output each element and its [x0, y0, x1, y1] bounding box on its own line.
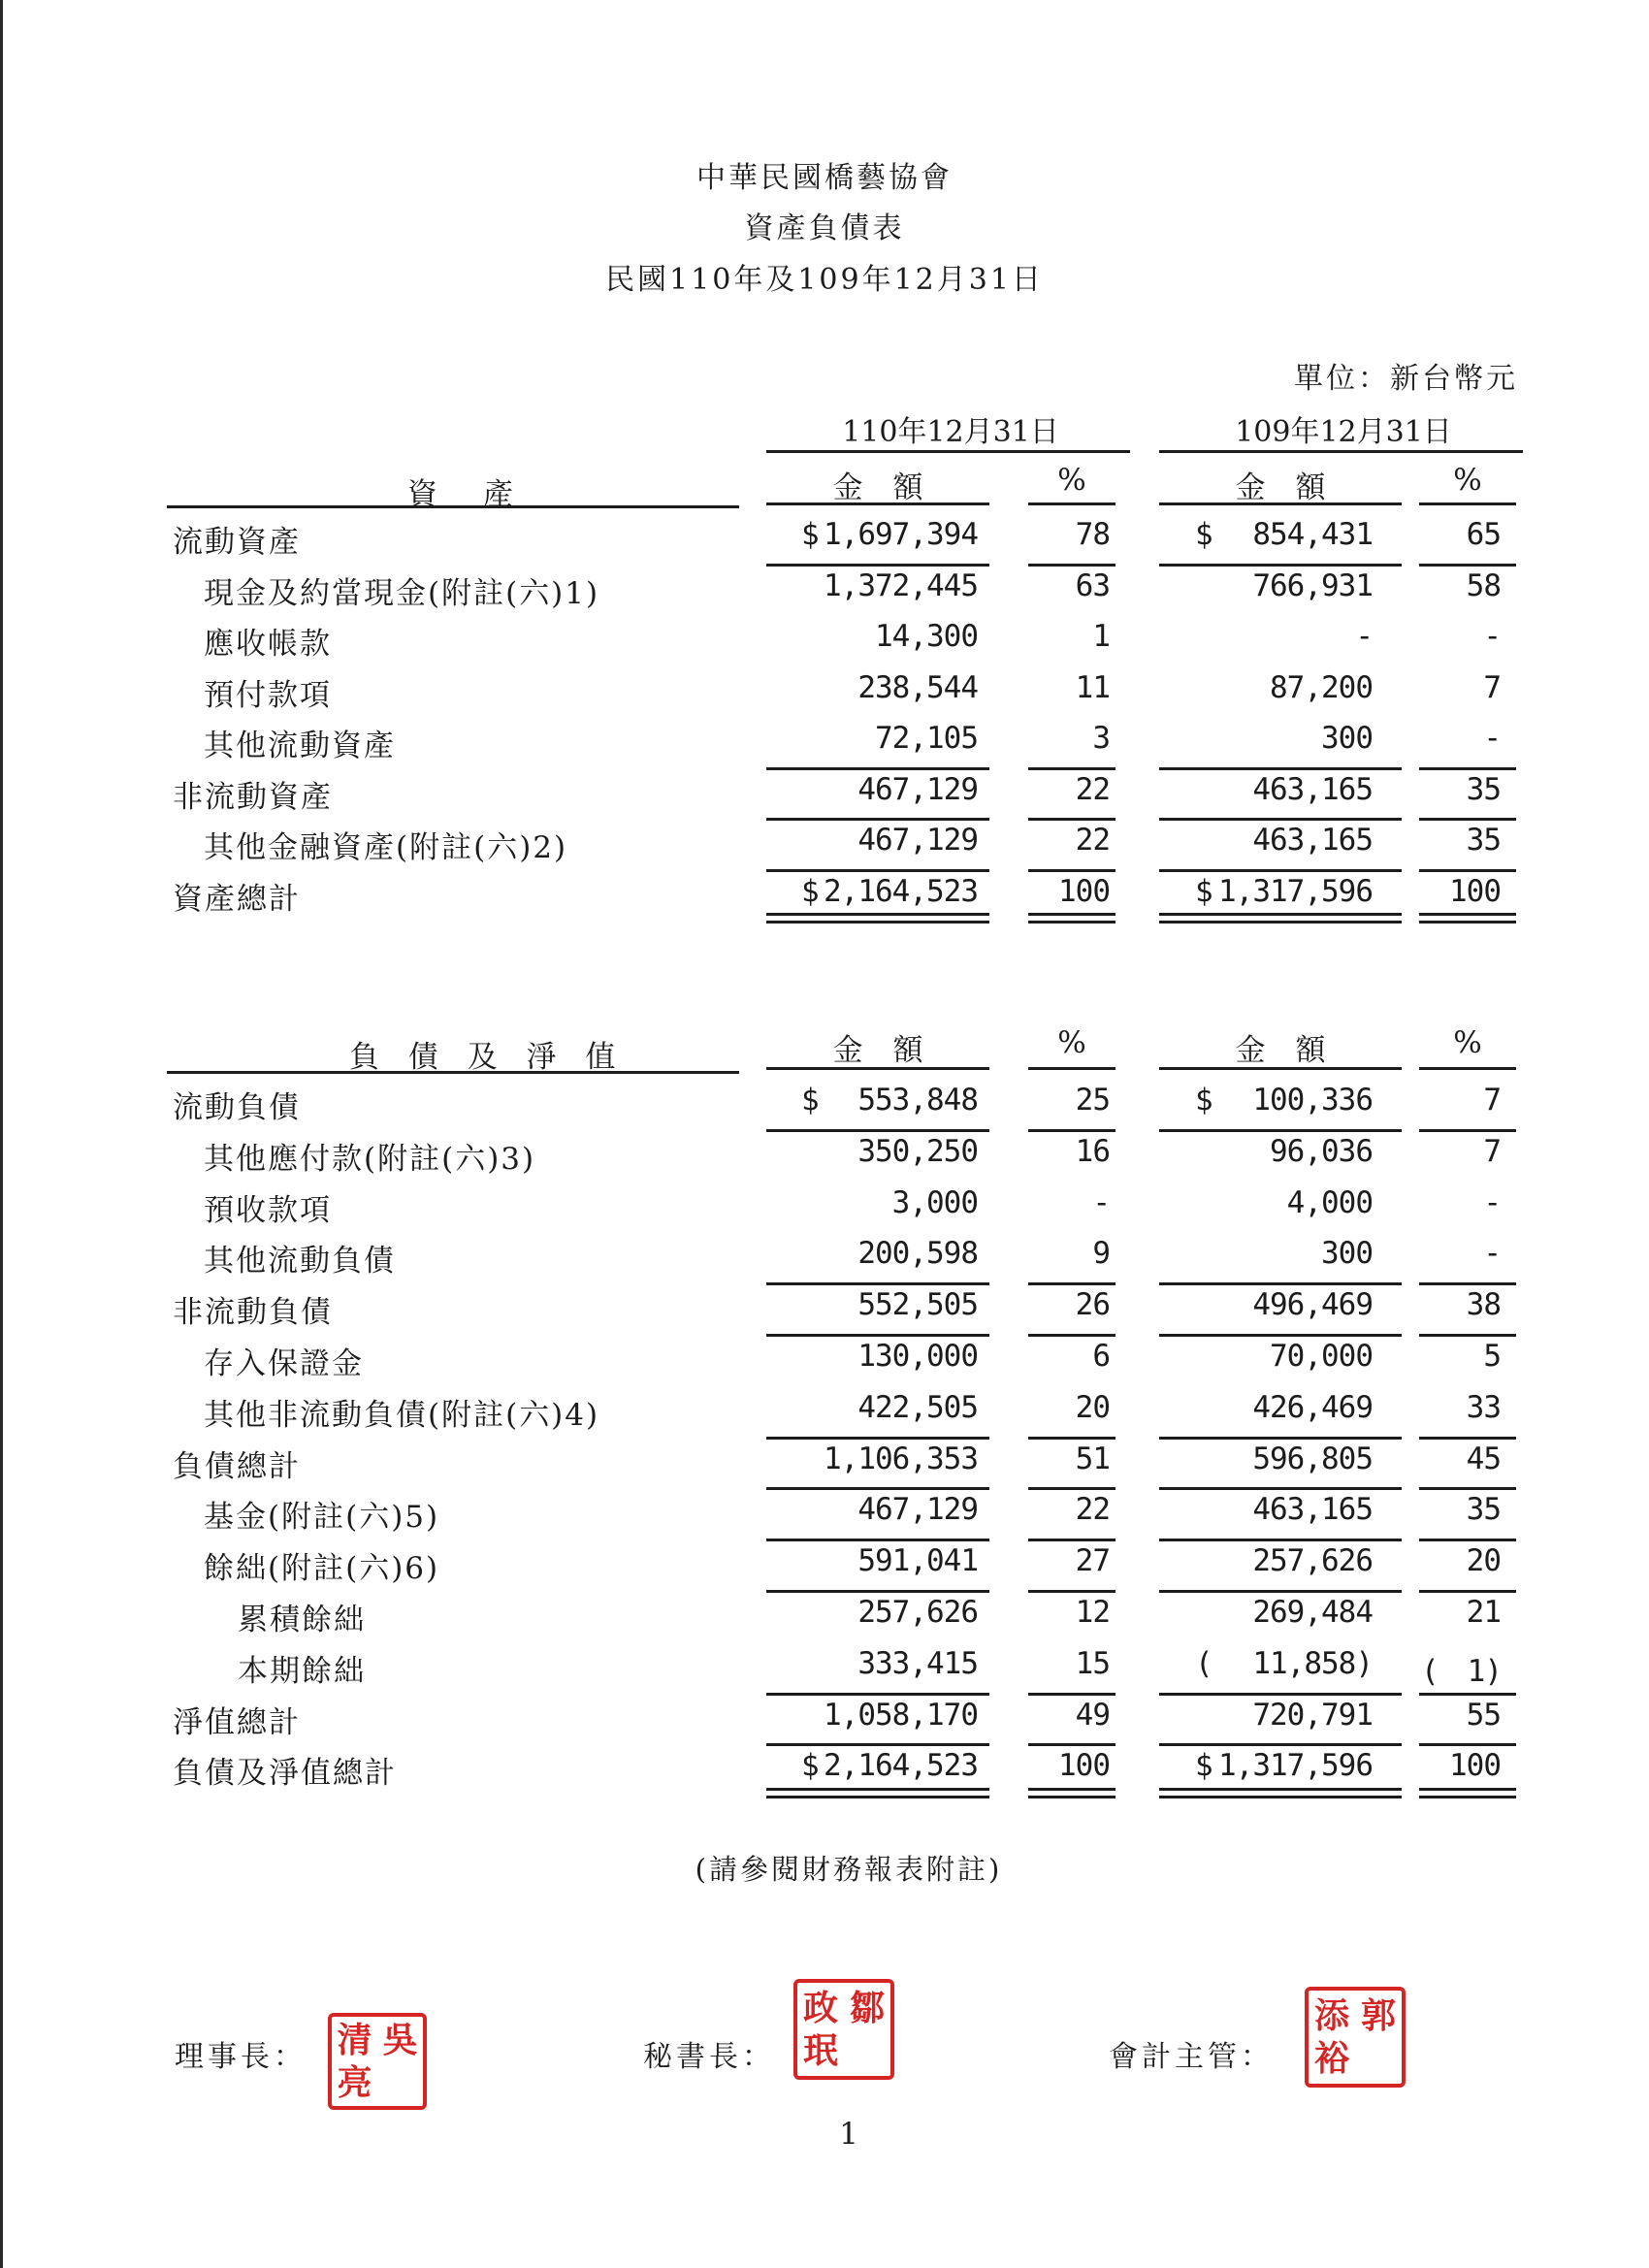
amount-109: 463,165 [1252, 771, 1373, 807]
subtotal-rule [1419, 1282, 1516, 1285]
subtotal-rule [766, 1539, 989, 1541]
percent-109: 58 [1466, 567, 1501, 603]
row-label: 其他流動負債 [204, 1244, 396, 1280]
subtotal-rule [766, 1334, 989, 1337]
percent-109: 65 [1466, 517, 1501, 552]
amount-109: 766,931 [1252, 567, 1373, 603]
amount-110: 467,129 [857, 771, 978, 807]
org-name: 中華民國橋藝協會 [696, 161, 953, 195]
percent-110: 26 [1075, 1287, 1110, 1323]
assets-amount-header-110: 金 額 [832, 470, 923, 505]
amount-109: 96,036 [1270, 1133, 1373, 1169]
amount-110: 553,848 [857, 1083, 978, 1118]
amount-109: 269,484 [1252, 1595, 1373, 1630]
currency-symbol-109: $ [1195, 517, 1213, 552]
liabilities-pct-header-110: % [1057, 1025, 1086, 1060]
amount-110: 467,129 [857, 1492, 978, 1528]
row-label: 資產總計 [173, 881, 301, 917]
row-label: 流動負債 [173, 1090, 301, 1125]
subtotal-rule [1159, 1590, 1402, 1593]
amount-109: 100,336 [1252, 1083, 1373, 1118]
liabilities-header-rule-p1 [1028, 1067, 1116, 1070]
subtotal-rule [1419, 1539, 1516, 1541]
subtotal-rule [766, 818, 989, 821]
amount-110: 422,505 [857, 1389, 978, 1425]
row-label: 基金(附註(六)5) [204, 1500, 440, 1536]
currency-symbol-109: $ [1195, 873, 1213, 909]
subtotal-rule [1028, 1437, 1116, 1440]
subtotal-rule [1159, 564, 1402, 567]
row-label: 流動資產 [173, 525, 301, 560]
amount-110: 552,505 [857, 1287, 978, 1323]
amount-109: - [1355, 619, 1373, 654]
amount-110: 14,300 [875, 619, 978, 654]
percent-110: 100 [1058, 873, 1110, 909]
amount-110: 238,544 [857, 669, 978, 705]
assets-amount-header-109: 金 額 [1235, 470, 1326, 505]
amount-110: 2,164,523 [824, 1748, 978, 1784]
subtotal-rule [1419, 1487, 1516, 1490]
amount-110: 1,106,353 [824, 1441, 978, 1476]
subtotal-rule [1159, 1743, 1402, 1746]
subtotal-rule [1028, 869, 1116, 872]
seal-char: 珉 [802, 2030, 838, 2071]
amount-109: 463,165 [1252, 1492, 1373, 1528]
date-range: 民國110年及109年12月31日 [605, 263, 1044, 297]
subtotal-rule [766, 1590, 989, 1593]
row-label: 負債總計 [173, 1448, 301, 1484]
percent-110: 22 [1075, 823, 1110, 858]
liabilities-header-rule-a2 [1159, 1067, 1402, 1070]
amount-109: 496,469 [1252, 1287, 1373, 1323]
row-label: 預付款項 [204, 677, 332, 713]
row-label: 負債及淨值總計 [173, 1756, 397, 1792]
total-double-rule [1419, 913, 1516, 923]
subtotal-rule [1028, 1539, 1116, 1541]
percent-109: 100 [1449, 1748, 1501, 1784]
subtotal-rule [1419, 564, 1516, 567]
subtotal-rule [1419, 1743, 1516, 1746]
subtotal-rule [1419, 818, 1516, 821]
percent-109: - [1483, 1236, 1501, 1272]
amount-110: 350,250 [857, 1133, 978, 1169]
row-label: 淨值總計 [173, 1704, 301, 1740]
row-label: 現金及約當現金(附註(六)1) [204, 575, 600, 611]
percent-109: - [1483, 721, 1501, 756]
currency-symbol-110: $ [801, 1083, 820, 1118]
liabilities-header-rule-a1 [766, 1067, 989, 1070]
subtotal-rule [1159, 1487, 1402, 1490]
total-double-rule [766, 913, 989, 923]
row-label: 存入保證金 [204, 1346, 364, 1381]
subtotal-rule [1028, 1743, 1116, 1746]
percent-110: 63 [1075, 567, 1110, 603]
assets-header-rule-p2 [1419, 502, 1516, 505]
liabilities-section-title: 負 債 及 淨 值 [349, 1040, 626, 1075]
seal-char: 添 [1313, 1995, 1349, 2036]
assets-header-rule-a1 [766, 502, 989, 505]
percent-110: 12 [1075, 1595, 1110, 1630]
chairman-label: 理事長： [175, 2040, 307, 2074]
total-double-rule [1028, 913, 1116, 923]
assets-pct-header-109: % [1453, 463, 1482, 498]
subtotal-rule [766, 1693, 989, 1696]
total-double-rule [1159, 913, 1402, 923]
percent-110: 22 [1075, 1492, 1110, 1528]
percent-109: 21 [1466, 1595, 1501, 1630]
percent-110: 20 [1075, 1389, 1110, 1425]
currency-unit: 單位：新台幣元 [1294, 362, 1518, 396]
total-double-rule [1028, 1788, 1116, 1798]
amount-109: 854,431 [1252, 517, 1373, 552]
total-double-rule [1159, 1788, 1402, 1798]
subtotal-rule [766, 767, 989, 770]
amount-110: 591,041 [857, 1543, 978, 1579]
amount-109: 463,165 [1252, 823, 1373, 858]
percent-110: 22 [1075, 771, 1110, 807]
amount-109: 87,200 [1270, 669, 1373, 705]
seal-char: 清 [337, 2020, 372, 2060]
accounting-head-label: 會計主管： [1109, 2040, 1274, 2074]
liabilities-header-rule [167, 1071, 739, 1074]
percent-110: 16 [1075, 1133, 1110, 1169]
row-label: 累積餘絀 [238, 1603, 366, 1637]
percent-110: 6 [1092, 1339, 1110, 1374]
percent-109: 20 [1466, 1543, 1501, 1579]
percent-109: 55 [1466, 1697, 1501, 1733]
subtotal-rule [1159, 869, 1402, 872]
percent-109: 35 [1466, 771, 1501, 807]
row-label: 其他應付款(附註(六)3) [204, 1141, 536, 1177]
subtotal-rule [1419, 767, 1516, 770]
assets-header-rule [167, 505, 739, 508]
subtotal-rule [766, 869, 989, 872]
percent-109: 45 [1466, 1441, 1501, 1476]
subtotal-rule [1028, 1282, 1116, 1285]
subtotal-rule [766, 1743, 989, 1746]
percent-109: 7 [1483, 669, 1501, 705]
assets-header-rule-a2 [1159, 502, 1402, 505]
currency-symbol-109: ( [1195, 1645, 1213, 1681]
row-label: 預收款項 [204, 1192, 332, 1228]
amount-109: 11,858) [1252, 1645, 1373, 1681]
liabilities-amount-header-110: 金 額 [832, 1033, 923, 1068]
subtotal-rule [1028, 1590, 1116, 1593]
subtotal-rule [1159, 767, 1402, 770]
footnote-reference: (請參閱財務報表附註) [695, 1853, 1003, 1886]
currency-symbol-109: $ [1195, 1748, 1213, 1784]
amount-109: 257,626 [1252, 1543, 1373, 1579]
amount-110: 467,129 [857, 823, 978, 858]
amount-110: 1,372,445 [824, 567, 978, 603]
percent-110: 78 [1075, 517, 1110, 552]
subtotal-rule [1419, 1590, 1516, 1593]
assets-section-title: 資 產 [407, 477, 521, 512]
subtotal-rule [1159, 1129, 1402, 1132]
total-double-rule [1419, 1788, 1516, 1798]
amount-110: 200,598 [857, 1236, 978, 1272]
amount-109: 720,791 [1252, 1697, 1373, 1733]
amount-110: 130,000 [857, 1339, 978, 1374]
percent-109: 38 [1466, 1287, 1501, 1323]
amount-109: 596,805 [1252, 1441, 1373, 1476]
subtotal-rule [1028, 1487, 1116, 1490]
page-number: 1 [839, 2117, 858, 2152]
percent-109: 35 [1466, 1492, 1501, 1528]
seal-char: 吳 [382, 2020, 418, 2060]
seal-char: 政 [802, 1988, 838, 2028]
period-110-rule [766, 450, 1130, 453]
subtotal-rule [766, 1282, 989, 1285]
currency-symbol-110: $ [801, 1748, 820, 1784]
currency-symbol-109: $ [1195, 1083, 1213, 1118]
percent-110: - [1092, 1184, 1110, 1220]
percent-109: 35 [1466, 823, 1501, 858]
percent-109: 5 [1483, 1339, 1501, 1374]
secretary-general-seal [793, 1979, 894, 2080]
row-label: 其他非流動負債(附註(六)4) [204, 1397, 600, 1433]
percent-110: 9 [1092, 1236, 1110, 1272]
scan-edge [0, 0, 3, 2268]
accounting-head-seal [1305, 1987, 1406, 2088]
assets-pct-header-110: % [1057, 463, 1086, 498]
subtotal-rule [1419, 1129, 1516, 1132]
subtotal-rule [766, 1487, 989, 1490]
subtotal-rule [1028, 1129, 1116, 1132]
subtotal-rule [766, 1129, 989, 1132]
statement-title: 資產負債表 [744, 211, 905, 245]
percent-110: 11 [1075, 669, 1110, 705]
percent-109: 7 [1483, 1083, 1501, 1118]
row-label: 餘絀(附註(六)6) [204, 1551, 440, 1587]
percent-109: 7 [1483, 1133, 1501, 1169]
percent-110: 1 [1092, 619, 1110, 654]
liabilities-header-rule-p2 [1419, 1067, 1516, 1070]
period-110-header: 110年12月31日 [842, 415, 1059, 449]
percent-110: 49 [1075, 1697, 1110, 1733]
subtotal-rule [1419, 1334, 1516, 1337]
percent-110: 27 [1075, 1543, 1110, 1579]
seal-char: 裕 [1313, 2038, 1349, 2079]
subtotal-rule [1028, 767, 1116, 770]
subtotal-rule [1159, 1437, 1402, 1440]
chairman-seal [328, 2013, 427, 2110]
row-label: 其他流動資產 [204, 729, 396, 763]
percent-109: - [1483, 1184, 1501, 1220]
row-label: 本期餘絀 [238, 1653, 366, 1689]
subtotal-rule [1028, 1334, 1116, 1337]
percent-110: 3 [1092, 721, 1110, 756]
seal-char: 亮 [337, 2062, 372, 2103]
percent-109: 33 [1466, 1389, 1501, 1425]
amount-109: 300 [1321, 721, 1373, 756]
seal-char: 鄒 [849, 1988, 885, 2028]
amount-109: 426,469 [1252, 1389, 1373, 1425]
total-double-rule [766, 1788, 989, 1798]
seal-char [377, 2061, 423, 2104]
row-label: 其他金融資產(附註(六)2) [204, 830, 568, 865]
currency-symbol-110: $ [801, 517, 820, 552]
percent-109: 100 [1449, 873, 1501, 909]
seal-char [1355, 2037, 1402, 2080]
secretary-general-label: 秘書長： [643, 2040, 775, 2074]
subtotal-rule [1159, 1282, 1402, 1285]
subtotal-rule [766, 1437, 989, 1440]
period-109-rule [1159, 450, 1523, 453]
row-label: 非流動負債 [173, 1295, 333, 1331]
percent-110: 25 [1075, 1083, 1110, 1118]
amount-110: 3,000 [891, 1184, 978, 1220]
amount-110: 1,697,394 [824, 517, 978, 552]
amount-110: 72,105 [875, 721, 978, 756]
period-109-header: 109年12月31日 [1235, 415, 1452, 449]
amount-109: 1,317,596 [1218, 1748, 1373, 1784]
seal-char [844, 2029, 890, 2072]
subtotal-rule [1028, 1693, 1116, 1696]
assets-header-rule-p1 [1028, 502, 1116, 505]
subtotal-rule [1159, 1539, 1402, 1541]
percent-110: 51 [1075, 1441, 1110, 1476]
subtotal-rule [1419, 1693, 1516, 1696]
percent-109: - [1483, 619, 1501, 654]
subtotal-rule [1419, 1437, 1516, 1440]
subtotal-rule [1159, 1693, 1402, 1696]
subtotal-rule [1028, 564, 1116, 567]
seal-char: 郭 [1360, 1995, 1396, 2036]
amount-110: 1,058,170 [824, 1697, 978, 1733]
percent-109: ( 1) [1421, 1653, 1502, 1689]
amount-109: 4,000 [1286, 1184, 1373, 1220]
subtotal-rule [766, 564, 989, 567]
amount-110: 257,626 [857, 1595, 978, 1630]
row-label: 應收帳款 [204, 627, 332, 662]
currency-symbol-110: $ [801, 873, 820, 909]
subtotal-rule [1159, 818, 1402, 821]
amount-109: 70,000 [1270, 1339, 1373, 1374]
amount-109: 1,317,596 [1218, 873, 1373, 909]
liabilities-pct-header-109: % [1453, 1025, 1482, 1060]
percent-110: 100 [1058, 1748, 1110, 1784]
percent-110: 15 [1075, 1645, 1110, 1681]
subtotal-rule [1419, 869, 1516, 872]
subtotal-rule [1159, 1334, 1402, 1337]
amount-110: 333,415 [857, 1645, 978, 1681]
subtotal-rule [1028, 818, 1116, 821]
amount-110: 2,164,523 [824, 873, 978, 909]
liabilities-amount-header-109: 金 額 [1235, 1033, 1326, 1068]
amount-109: 300 [1321, 1236, 1373, 1272]
row-label: 非流動資產 [173, 779, 333, 815]
